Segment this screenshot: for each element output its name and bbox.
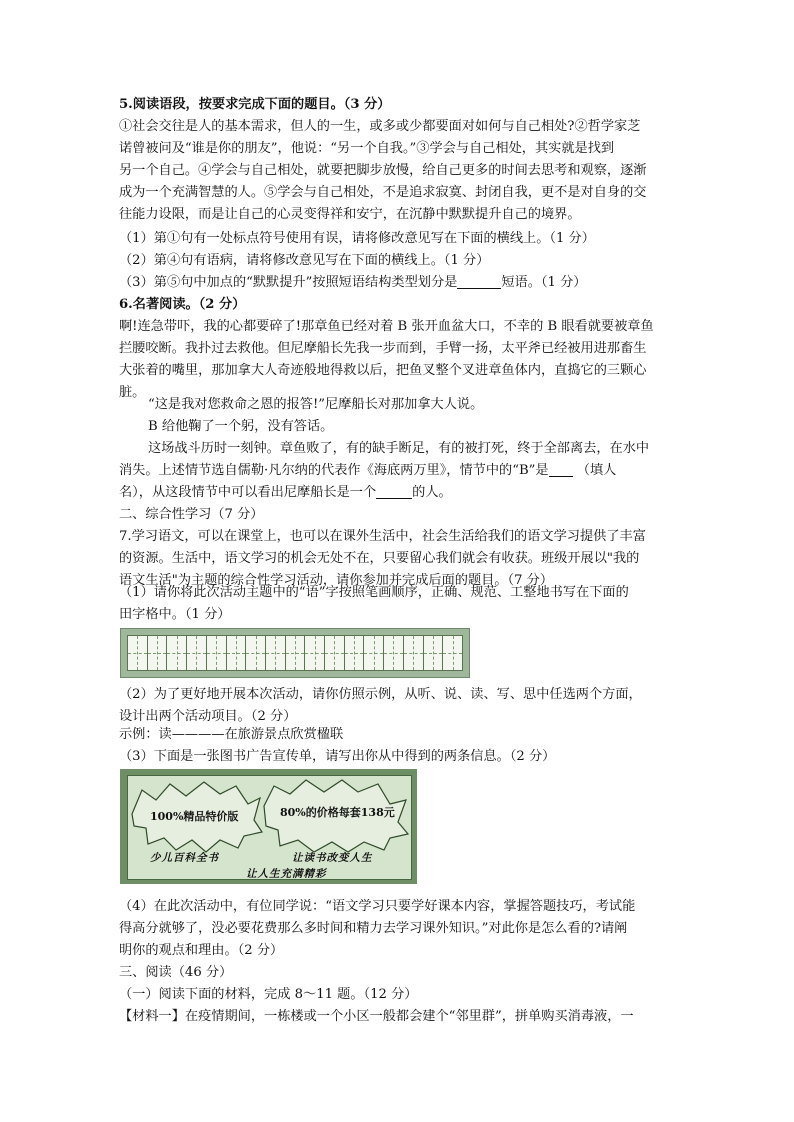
- grid-cell[interactable]: [404, 636, 424, 670]
- q5-title: 5.阅读语段，按要求完成下面的题目。（3 分）: [119, 97, 391, 112]
- q6-passage-line: 大张着的嘴里，那加拿大人奇迹般地得救以后，把鱼叉整个叉进章鱼体内，直捣它的三颗心: [119, 363, 647, 378]
- q6-question-text: 消失。上述情节选自儒勒·凡尔纳的代表作《海底两万里》，情节中的“B”是: [119, 463, 549, 478]
- q7-sub3: （3）下面是一张图书广告宣传单，请写出你从中得到的两条信息。（2 分）: [119, 749, 556, 764]
- q6-question-tail: （填人: [576, 463, 617, 478]
- q6-passage-line: 啊!连急带吓，我的心都要碎了!那章鱼已经对着 B 张开血盆大口，不幸的 B 眼看就要被章鱼: [119, 319, 654, 334]
- q6-passage-line: 脏。: [119, 385, 146, 400]
- q5-sub3: [119, 272, 586, 294]
- material-line: 【材料一】在疫情期间，一栋楼或一个小区一般都会建个“邻里群”，拼单购买消毒液，一: [119, 1009, 634, 1024]
- grid-cell[interactable]: [384, 636, 404, 670]
- q5-sub1: （1）第①句有一处标点符号使用有误，请将修改意见写在下面的横线上。（1 分）: [119, 231, 595, 246]
- grid-cell[interactable]: [325, 636, 345, 670]
- answer-blank[interactable]: [457, 274, 501, 289]
- q5-passage-line: 往能力设限，而是让自己的心灵变得祥和安宁，在沉静中默默提升自己的境界。: [119, 207, 581, 222]
- grid-cell[interactable]: [345, 636, 365, 670]
- q7-sub2: 设计出两个活动项目。（2 分）: [119, 709, 297, 724]
- q6-question-line: [119, 482, 452, 504]
- answer-blank[interactable]: [376, 484, 412, 499]
- q7-sub4: 明你的观点和理由。（2 分）: [119, 943, 284, 958]
- q7-passage-line: 语文生活"为主题的综合性学习活动，请你参加并完成后面的题目。（7 分）: [119, 573, 554, 588]
- ad-slogan: 让人生充满精彩: [246, 868, 327, 880]
- q5-sub3-tail: 短语。（1 分）: [501, 275, 587, 290]
- q5-sub2: （2）第④句有语病，请将修改意见写在下面的横线上。（1 分）: [119, 253, 490, 268]
- answer-blank[interactable]: [549, 462, 573, 477]
- grid-cell[interactable]: [187, 636, 207, 670]
- grid-cell[interactable]: [148, 636, 168, 670]
- grid-cell[interactable]: [305, 636, 325, 670]
- subsection-heading: （一）阅读下面的材料，完成 8～11 题。（12 分）: [119, 987, 418, 1002]
- q7-sub4: （4）在此次活动中，有位同学说：“语文学习只要学好课本内容，掌握答题技巧，考试能: [119, 899, 636, 914]
- q5-passage-line: ①社会交往是人的基本需求，但人的一生，或多或少都要面对如何与自己相处?②哲学家芝: [119, 119, 641, 134]
- tianzi-grid[interactable]: [120, 628, 470, 678]
- grid-cell[interactable]: [286, 636, 306, 670]
- grid-cell[interactable]: [364, 636, 384, 670]
- tianzi-grid-cells: [127, 635, 463, 671]
- q6-passage-line: 这场战斗历时一刻钟。章鱼败了，有的缺手断足，有的被打死，终于全部离去，在水中: [148, 441, 650, 456]
- q7-sub4: 得高分就够了，没必要花费那么多时间和精力去学习课外知识。”对此你是怎么看的?请阐: [119, 921, 628, 936]
- grid-cell[interactable]: [167, 636, 187, 670]
- q5-passage-line: 成为一个充满智慧的人。⑤学会与自己相处，不是追求寂寞、封闭自我，更不是对自身的交: [119, 185, 647, 200]
- q6-passage-line: 拦腰咬断。我扑过去救他。但尼摩船长先我一步而到，手臂一扬，太平斧已经被用进那畜生: [119, 341, 647, 356]
- grid-cell[interactable]: [207, 636, 227, 670]
- q6-question-line: [119, 460, 616, 482]
- ad-banner-text: 80%的价格每套138元: [280, 806, 395, 819]
- q7-sub1: （1）请你将此次活动主题中的“语”字按照笔画顺序，正确、规范、工整地书写在下面的: [119, 585, 629, 600]
- q5-sub3-text: （3）第⑤句中加点的“默默提升”按照短语结构类型划分是: [119, 275, 458, 290]
- grid-cell[interactable]: [443, 636, 462, 670]
- grid-cell[interactable]: [246, 636, 266, 670]
- section-heading: 三、阅读（46 分）: [119, 965, 233, 980]
- q5-passage-line: 诺曾被问及“谁是你的朋友”，他说：“另一个自我。”③学会与自己相处，其实就是找到: [119, 141, 615, 156]
- grid-cell[interactable]: [227, 636, 247, 670]
- q7-sub2: （2）为了更好地开展本次活动，请你仿照示例，从听、说、读、写、思中任选两个方面，: [119, 687, 642, 702]
- q6-title: 6.名著阅读。（2 分）: [119, 297, 246, 312]
- book-ad-panel: [127, 775, 412, 880]
- section-heading: 二、综合性学习（7 分）: [119, 507, 264, 522]
- grid-cell[interactable]: [128, 636, 148, 670]
- q7-sub1: 田字格中。（1 分）: [119, 607, 231, 622]
- q7-passage-line: 7.学习语文，可以在课堂上，也可以在课外生活中，社会生活给我们的语文学习提供了丰富: [119, 529, 646, 544]
- q5-passage-line: 另一个自己。④学会与自己相处，就要把脚步放慢，给自己更多的时间去思考和观察，逐渐: [119, 163, 647, 178]
- q7-passage-line: 的资源。生活中，语文学习的机会无处不在，只要留心我们就会有收获。班级开展以"我的: [119, 551, 640, 566]
- ad-slogan: 少儿百科全书: [150, 852, 219, 864]
- q6-question-tail: 的人。: [412, 485, 452, 500]
- ad-slogan: 让读书改变人生: [292, 852, 373, 864]
- grid-cell[interactable]: [266, 636, 286, 670]
- q6-passage-line: “这是我对您救命之恩的报答!”尼摩船长对那加拿大人说。: [148, 397, 484, 412]
- q6-question-text: 名），从这段情节中可以看出尼摩船长是一个: [119, 485, 377, 500]
- ad-banner-text: 100%精品特价版: [150, 810, 239, 823]
- q7-example: 示例：读————在旅游景点欣赏楹联: [119, 727, 344, 742]
- grid-cell[interactable]: [424, 636, 444, 670]
- q6-passage-line: B 给他鞠了一个躬，没有答话。: [148, 419, 334, 434]
- book-ad-flyer: [120, 769, 417, 884]
